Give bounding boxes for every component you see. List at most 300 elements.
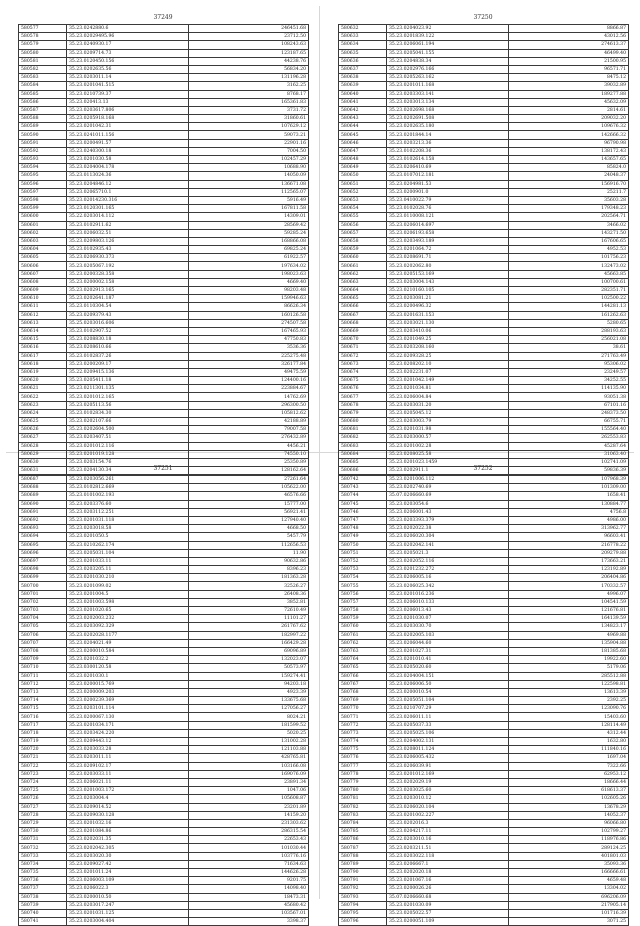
amount-cell: 289124.25 <box>509 844 629 852</box>
amount-cell: 282351.71 <box>509 287 629 295</box>
table-row <box>339 533 629 541</box>
table-row <box>339 664 629 672</box>
code-cell: 35.23.0204004.178 <box>67 164 189 172</box>
row-id-cell: 580667 <box>339 311 387 319</box>
code-cell: 35.23.0202062.80 <box>387 262 509 270</box>
amount-cell: 274613.37 <box>509 41 629 49</box>
code-cell: 35.23.0200015.769 <box>67 680 189 688</box>
amount-cell: 27261.64 <box>189 476 309 484</box>
code-cell: 35.23.0201042.149 <box>387 377 509 385</box>
code-cell: 35.23.0205037.33 <box>387 721 509 729</box>
quadrant-top-right <box>338 12 628 475</box>
table-row <box>19 82 309 90</box>
row-id-cell: 580771 <box>339 713 387 721</box>
row-id-cell: 580796 <box>339 918 387 926</box>
code-cell: 35.23.0202029.19 <box>387 778 509 786</box>
amount-cell: 225275.48 <box>189 352 309 360</box>
table-row <box>19 287 309 295</box>
table-row <box>19 172 309 180</box>
amount-cell: 112656.53 <box>189 541 309 549</box>
amount-cell: 11101.27 <box>189 615 309 623</box>
code-cell: 35.23.0205153.169 <box>387 270 509 278</box>
row-id-cell: 580763 <box>339 647 387 655</box>
row-id-cell: 580677 <box>339 393 387 401</box>
row-id-cell: 580611 <box>19 303 67 311</box>
amount-cell: 123187.65 <box>189 49 309 57</box>
table-row <box>19 664 309 672</box>
code-cell: 35.23.0205113.56 <box>67 401 189 409</box>
code-cell: 35.23.0201030.09 <box>387 901 509 909</box>
code-cell: 35.23.0203211.51 <box>387 844 509 852</box>
amount-cell: 25211.7 <box>509 188 629 196</box>
row-id-cell: 580773 <box>339 729 387 737</box>
table-row <box>339 697 629 705</box>
code-cell: 35.23.0102812.669 <box>67 484 189 492</box>
row-id-cell: 580750 <box>339 541 387 549</box>
table-row <box>339 688 629 696</box>
code-cell: 35.23.0201012.116 <box>67 442 189 450</box>
amount-cell: 3852.81 <box>189 598 309 606</box>
amount-cell: 94203.18 <box>189 680 309 688</box>
table-row <box>19 738 309 746</box>
amount-cell: 49475.59 <box>189 368 309 376</box>
code-cell: 35.23.0203393.379 <box>387 516 509 524</box>
amount-cell: 167811.58 <box>189 205 309 213</box>
code-cell: 35.23.0210160.105 <box>387 287 509 295</box>
row-id-cell: 580692 <box>19 516 67 524</box>
row-id-cell: 580794 <box>339 901 387 909</box>
data-table <box>338 475 629 926</box>
amount-cell: 181363.28 <box>189 574 309 582</box>
code-cell: 35.23.0201084.86 <box>67 828 189 836</box>
amount-cell: 166429.28 <box>189 639 309 647</box>
table-row <box>19 533 309 541</box>
table-row <box>339 623 629 631</box>
amount-cell: 74550.10 <box>189 450 309 458</box>
amount-cell: 4456.21 <box>189 442 309 450</box>
row-id-cell: 580743 <box>339 484 387 492</box>
code-cell: 35.23.0203004.404 <box>67 918 189 926</box>
amount-cell: 72610.49 <box>189 607 309 615</box>
table-row <box>19 131 309 139</box>
table-row <box>339 311 629 319</box>
table-row <box>339 828 629 836</box>
amount-cell: 216778.22 <box>509 541 629 549</box>
amount-cell: 14159.20 <box>189 811 309 819</box>
row-id-cell: 580782 <box>339 803 387 811</box>
table-row <box>339 377 629 385</box>
row-id-cell: 580590 <box>19 131 67 139</box>
code-cell: 35.23.0200328.358 <box>67 270 189 278</box>
row-id-cell: 580776 <box>339 754 387 762</box>
table-row <box>339 811 629 819</box>
table-row <box>339 205 629 213</box>
row-id-cell: 580689 <box>19 492 67 500</box>
row-id-cell: 580791 <box>339 877 387 885</box>
amount-cell: 111840.16 <box>509 746 629 754</box>
amount-cell: 168866.08 <box>189 237 309 245</box>
table-row <box>339 656 629 664</box>
row-id-cell: 580674 <box>339 368 387 376</box>
table-row <box>19 541 309 549</box>
table-row <box>19 893 309 901</box>
amount-cell: 95306.02 <box>509 360 629 368</box>
amount-cell: 428765.81 <box>189 754 309 762</box>
amount-cell: 285512.88 <box>509 672 629 680</box>
table-row <box>339 352 629 360</box>
table-row <box>19 860 309 868</box>
amount-cell: 173663.21 <box>509 557 629 565</box>
amount-cell: 23249.57 <box>509 368 629 376</box>
amount-cell: 38.61 <box>509 344 629 352</box>
code-cell: 35.23.0203004.143 <box>387 278 509 286</box>
row-id-cell: 580669 <box>339 327 387 335</box>
code-cell: 35.23.0203376.60 <box>67 500 189 508</box>
code-cell: 35.23.0107012.181 <box>387 172 509 180</box>
amount-cell: 9201.75 <box>189 877 309 885</box>
table-row <box>339 295 629 303</box>
amount-cell: 96790.98 <box>509 139 629 147</box>
amount-cell: 296300.50 <box>189 401 309 409</box>
code-cell: 35.23.0210707.29 <box>387 705 509 713</box>
code-cell: 35.23.0206011.11 <box>387 713 509 721</box>
code-cell: 35.23.0209714.73 <box>67 49 189 57</box>
amount-cell: 46576.66 <box>189 492 309 500</box>
amount-cell: 217905.14 <box>509 901 629 909</box>
amount-cell: 14309.01 <box>189 213 309 221</box>
table-row <box>19 525 309 533</box>
code-cell: 35.23.0206003.109 <box>67 877 189 885</box>
amount-cell: 246451.68 <box>189 25 309 33</box>
row-id-cell: 580740 <box>19 909 67 917</box>
code-cell: 35.23.0110304.54 <box>67 303 189 311</box>
row-id-cell: 580640 <box>339 90 387 98</box>
amount-cell: 15777.00 <box>189 500 309 508</box>
amount-cell: 96066.80 <box>509 819 629 827</box>
code-cell: 35.22.0203014.112 <box>67 213 189 221</box>
amount-cell: 167606.65 <box>509 237 629 245</box>
row-id-cell: 580634 <box>339 41 387 49</box>
code-cell: 35.23.0200002.158 <box>67 278 189 286</box>
table-row <box>19 368 309 376</box>
table-row <box>339 90 629 98</box>
amount-cell: 105812.62 <box>189 409 309 417</box>
row-id-cell: 580624 <box>19 409 67 417</box>
row-id-cell: 580644 <box>339 123 387 131</box>
code-cell: 35.23.0203056.261 <box>67 476 189 484</box>
code-cell: 35.23.0205051.104 <box>387 697 509 705</box>
code-cell: 35.23.0200496.32 <box>387 303 509 311</box>
code-cell: 35.23.0201002.227 <box>387 811 509 819</box>
code-cell: 35.23.0201031.98 <box>387 426 509 434</box>
code-cell: 35.23.0202016.3 <box>387 819 509 827</box>
row-id-cell: 580645 <box>339 131 387 139</box>
amount-cell: 7004.50 <box>189 147 309 155</box>
row-id-cell: 580789 <box>339 860 387 868</box>
amount-cell: 3398.37 <box>189 918 309 926</box>
row-id-cell: 580673 <box>339 360 387 368</box>
row-id-cell: 580711 <box>19 672 67 680</box>
amount-cell: 209279.88 <box>509 549 629 557</box>
row-id-cell: 580600 <box>19 213 67 221</box>
amount-cell: 2814.61 <box>509 106 629 114</box>
code-cell: 35.23.0201002.28 <box>387 442 509 450</box>
row-id-cell: 580693 <box>19 525 67 533</box>
table-row <box>339 770 629 778</box>
row-id-cell: 580777 <box>339 762 387 770</box>
table-row <box>19 442 309 450</box>
row-id-cell: 580670 <box>339 336 387 344</box>
table-row <box>339 803 629 811</box>
table-row <box>19 65 309 73</box>
table-row <box>339 672 629 680</box>
table-row <box>339 590 629 598</box>
row-id-cell: 580583 <box>19 74 67 82</box>
code-cell: 35.23.0201023.1459 <box>387 458 509 466</box>
code-cell: 35.23.0209379.43 <box>67 311 189 319</box>
table-row <box>339 336 629 344</box>
row-id-cell: 580601 <box>19 221 67 229</box>
row-id-cell: 580635 <box>339 49 387 57</box>
table-row <box>339 762 629 770</box>
table-row <box>339 131 629 139</box>
row-id-cell: 580605 <box>19 254 67 262</box>
table-row <box>19 418 309 426</box>
row-id-cell: 580709 <box>19 656 67 664</box>
row-id-cell: 580608 <box>19 278 67 286</box>
code-cell: 35.23.0203021.130 <box>387 319 509 327</box>
table-row <box>19 795 309 803</box>
table-row <box>19 229 309 237</box>
amount-cell: 10688.90 <box>189 164 309 172</box>
row-id-cell: 580578 <box>19 33 67 41</box>
table-row <box>19 360 309 368</box>
row-id-cell: 580615 <box>19 336 67 344</box>
code-cell: 35.23.0102834.30 <box>67 409 189 417</box>
amount-cell: 23201.89 <box>189 803 309 811</box>
row-id-cell: 580659 <box>339 246 387 254</box>
table-row <box>19 115 309 123</box>
table-row <box>339 115 629 123</box>
table-row <box>339 164 629 172</box>
table-row <box>19 311 309 319</box>
code-cell: 35.23.0201034.81 <box>387 385 509 393</box>
amount-cell: 136671.08 <box>189 180 309 188</box>
quadrant-title: 37249 <box>153 14 173 21</box>
table-row <box>339 450 629 458</box>
code-cell: 35.23.0203054.6 <box>387 500 509 508</box>
code-cell: 35.23.0203031.20 <box>387 401 509 409</box>
table-row <box>339 721 629 729</box>
table-row <box>339 426 629 434</box>
table-row <box>339 582 629 590</box>
code-cell: 35.23.0201030.07 <box>387 615 509 623</box>
table-row <box>19 196 309 204</box>
code-cell: 35.23.0201030.210 <box>67 574 189 582</box>
code-cell: 35.23.0206061.194 <box>387 41 509 49</box>
code-cell: 35.23.0102837.26 <box>67 352 189 360</box>
amount-cell: 132023.07 <box>189 656 309 664</box>
table-row <box>19 156 309 164</box>
amount-cell: 108243.63 <box>189 41 309 49</box>
row-id-cell: 580650 <box>339 172 387 180</box>
quadrant-top-left <box>18 12 308 475</box>
row-id-cell: 580607 <box>19 270 67 278</box>
code-cell: 35.23.0202042.305 <box>67 844 189 852</box>
row-id-cell: 580680 <box>339 418 387 426</box>
code-cell: 35.23.0200026.26 <box>387 885 509 893</box>
row-id-cell: 580714 <box>19 697 67 705</box>
code-cell: 35.23.0205020.60 <box>387 664 509 672</box>
row-id-cell: 580631 <box>19 467 67 475</box>
amount-cell: 165361.83 <box>189 98 309 106</box>
amount-cell: 179348.23 <box>509 205 629 213</box>
code-cell: 35.23.0201003.172 <box>67 787 189 795</box>
quadrant-bottom-left <box>18 463 308 926</box>
code-cell: 35.23.0203013.134 <box>387 98 509 106</box>
table-row <box>339 65 629 73</box>
amount-cell: 101716.39 <box>509 909 629 917</box>
row-id-cell: 580735 <box>19 869 67 877</box>
table-row <box>19 180 309 188</box>
amount-cell: 103166.08 <box>189 762 309 770</box>
row-id-cell: 580638 <box>339 74 387 82</box>
row-id-cell: 580676 <box>339 385 387 393</box>
table-row <box>339 557 629 565</box>
row-id-cell: 580715 <box>19 705 67 713</box>
row-id-cell: 580736 <box>19 877 67 885</box>
table-row <box>339 246 629 254</box>
amount-cell: 100700.61 <box>509 278 629 286</box>
code-cell: 35.23.0201030.58 <box>67 156 189 164</box>
row-id-cell: 580589 <box>19 123 67 131</box>
amount-cell: 3731.72 <box>189 106 309 114</box>
amount-cell: 8475.12 <box>509 74 629 82</box>
row-id-cell: 580748 <box>339 525 387 533</box>
row-id-cell: 580684 <box>339 450 387 458</box>
table-row <box>19 147 309 155</box>
code-cell: 35.23.0205021.3 <box>387 549 509 557</box>
amount-cell: 182997.22 <box>189 631 309 639</box>
row-id-cell: 580594 <box>19 164 67 172</box>
table-row <box>339 787 629 795</box>
table-row <box>339 541 629 549</box>
amount-cell: 45287.64 <box>509 442 629 450</box>
amount-cell: 59073.21 <box>189 131 309 139</box>
code-cell: 35.23.0203020.30 <box>67 852 189 860</box>
table-row <box>19 615 309 623</box>
row-id-cell: 580637 <box>339 65 387 73</box>
table-row <box>19 672 309 680</box>
row-id-cell: 580618 <box>19 360 67 368</box>
amount-cell: 22901.16 <box>189 139 309 147</box>
amount-cell: 5020.25 <box>189 729 309 737</box>
row-id-cell: 580627 <box>19 434 67 442</box>
code-cell: 35.23.0202042.141 <box>387 541 509 549</box>
amount-cell: 98203.48 <box>189 287 309 295</box>
code-cell: 35.23.0209014.52 <box>67 803 189 811</box>
amount-cell: 286315.54 <box>189 828 309 836</box>
row-id-cell: 580734 <box>19 860 67 868</box>
row-id-cell: 580592 <box>19 147 67 155</box>
code-cell: 35.23.0201006.112 <box>387 476 509 484</box>
amount-cell: 142666.32 <box>509 131 629 139</box>
row-id-cell: 580775 <box>339 746 387 754</box>
row-id-cell: 580587 <box>19 106 67 114</box>
code-cell: 35.23.0201032.16 <box>67 819 189 827</box>
amount-cell: 128162.64 <box>189 467 309 475</box>
amount-cell: 206404.86 <box>509 574 629 582</box>
code-cell: 35.23.0205025.106 <box>387 729 509 737</box>
amount-cell: 101030.44 <box>189 844 309 852</box>
table-row <box>339 74 629 82</box>
row-id-cell: 580730 <box>19 828 67 836</box>
code-cell: 35.23.0206005.16 <box>387 574 509 582</box>
code-cell: 35.23.0203424.220 <box>67 729 189 737</box>
table-row <box>19 705 309 713</box>
code-cell: 35.23.0203213.36 <box>387 139 509 147</box>
row-id-cell: 580622 <box>19 393 67 401</box>
table-row <box>19 492 309 500</box>
amount-cell: 8866.87 <box>509 25 629 33</box>
amount-cell: 7322.66 <box>509 762 629 770</box>
row-id-cell: 580591 <box>19 139 67 147</box>
row-id-cell: 580716 <box>19 713 67 721</box>
table-row <box>19 869 309 877</box>
code-cell: 35.23.0206044.60 <box>387 639 509 647</box>
amount-cell: 8396.23 <box>189 566 309 574</box>
table-row <box>19 188 309 196</box>
row-id-cell: 580632 <box>339 25 387 33</box>
amount-cell: 23891.34 <box>189 778 309 786</box>
code-cell: 35.23.0201011.168 <box>387 82 509 90</box>
row-id-cell: 580671 <box>339 344 387 352</box>
amount-cell: 181599.52 <box>189 721 309 729</box>
row-id-cell: 580636 <box>339 57 387 65</box>
row-id-cell: 580593 <box>19 156 67 164</box>
row-id-cell: 580765 <box>339 664 387 672</box>
code-cell: 35.23.0206021.11 <box>67 778 189 786</box>
amount-cell: 4669.40 <box>189 278 309 286</box>
amount-cell: 34252.55 <box>509 377 629 385</box>
row-id-cell: 580767 <box>339 680 387 688</box>
row-id-cell: 580682 <box>339 434 387 442</box>
code-cell: 35.23.0206014.697 <box>387 221 509 229</box>
code-cell: 35.23.0201042.31 <box>67 123 189 131</box>
code-cell: 35.23.0202976.166 <box>387 65 509 73</box>
table-row <box>19 852 309 860</box>
code-cell: 35.23.0203410.06 <box>387 327 509 335</box>
amount-cell: 14050.09 <box>189 172 309 180</box>
row-id-cell: 580759 <box>339 615 387 623</box>
code-cell: 35.23.0208025.58 <box>387 450 509 458</box>
table-row <box>19 205 309 213</box>
code-cell: 35.23.0202003.232 <box>67 615 189 623</box>
code-cell: 35.23.0209443.12 <box>67 738 189 746</box>
row-id-cell: 580720 <box>19 746 67 754</box>
code-cell: 35.23.0201839.122 <box>387 33 509 41</box>
amount-cell: 79007.58 <box>189 426 309 434</box>
amount-cell: 326177.84 <box>189 360 309 368</box>
table-row <box>339 893 629 901</box>
table-row <box>339 647 629 655</box>
table-row <box>339 25 629 33</box>
row-id-cell: 580785 <box>339 828 387 836</box>
amount-cell: 133675.68 <box>189 697 309 705</box>
table-row <box>339 33 629 41</box>
code-cell: 35.23.0204004.151 <box>387 672 509 680</box>
row-id-cell: 580629 <box>19 450 67 458</box>
